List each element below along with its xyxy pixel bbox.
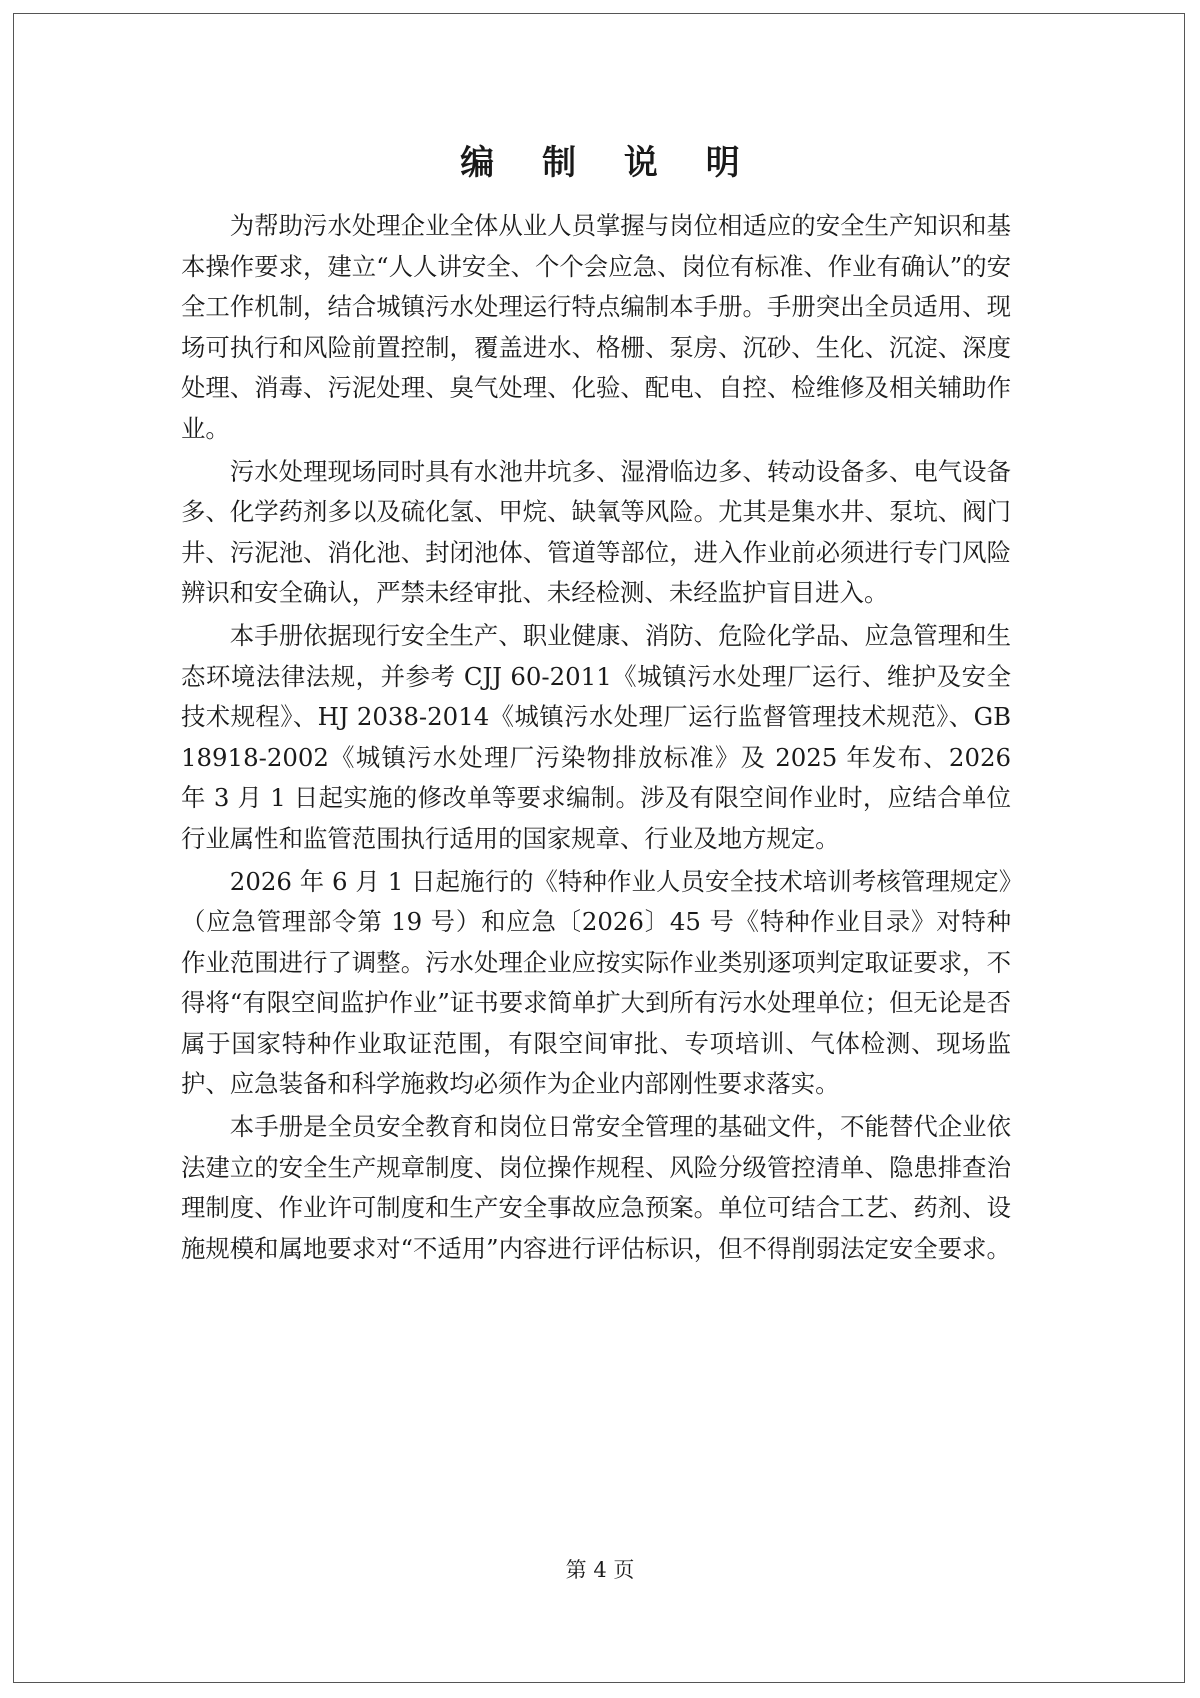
paragraph-special-operations: 2026 年 6 月 1 日起施行的《特种作业人员安全技术培训考核管理规定》（应急管理部令第 19 号）和应急〔2026〕45 号《特种作业目录》对特种作业范围进行了调整。污水处理企业应按实际作业类别逐项判定取证要求，不得将“有限空间监护作业”证书要求简单扩大到所有污水处理单位；但无论是否属于国家特种作业取证范围，有限空间审批、专项培训、气体检测、现场监护、应急装备和科学施救均必须作为企业内部刚性要求落实。 bbox=[181, 866, 1011, 1099]
paragraph-scope: 本手册是全员安全教育和岗位日常安全管理的基础文件，不能替代企业依法建立的安全生产规章制度、岗位操作规程、风险分级管控清单、隐患排查治理制度、作业许可制度和生产安全事故应急预案。单位可结合工艺、药剂、设施规模和属地要求对“不适用”内容进行评估标识，但不得削弱法定安全要求。 bbox=[181, 1112, 1011, 1263]
paragraph-basis: 本手册依据现行安全生产、职业健康、消防、危险化学品、应急管理和生态环境法律法规，并参考 CJJ 60-2011《城镇污水处理厂运行、维护及安全技术规程》、HJ 2038-2014《城镇污水处理厂运行监督管理技术规范》、GB 18918-2002《城镇污水处理厂污染物排放标准》及 2025 年发布、2026 年 3 月 1 日起实施的修改单等要求编制。涉及有限空间作业时，应结合单位行业属性和监管范围执行适用的国家规章、行业及地方规定。 bbox=[181, 620, 1011, 853]
page-title: 编 制 说 明 bbox=[460, 143, 758, 183]
page-number: 第 4 页 bbox=[565, 1558, 635, 1582]
document-body bbox=[181, 206, 1011, 1271]
paragraph-risks: 污水处理现场同时具有水池井坑多、湿滑临边多、转动设备多、电气设备多、化学药剂多以及硫化氢、甲烷、缺氧等风险。尤其是集水井、泵坑、阀门井、污泥池、消化池、封闭池体、管道等部位，进入作业前必须进行专门风险辨识和安全确认，严禁未经审批、未经检测、未经监护盲目进入。 bbox=[181, 456, 1011, 608]
paragraph-purpose: 为帮助污水处理企业全体从业人员掌握与岗位相适应的安全生产知识和基本操作要求，建立“人人讲安全、个个会应急、岗位有标准、作业有确认”的安全工作机制，结合城镇污水处理运行特点编制本手册。手册突出全员适用、现场可执行和风险前置控制，覆盖进水、格栅、泵房、沉砂、生化、沉淀、深度处理、消毒、污泥处理、臭气处理、化验、配电、自控、检维修及相关辅助作业。 bbox=[181, 211, 1011, 443]
